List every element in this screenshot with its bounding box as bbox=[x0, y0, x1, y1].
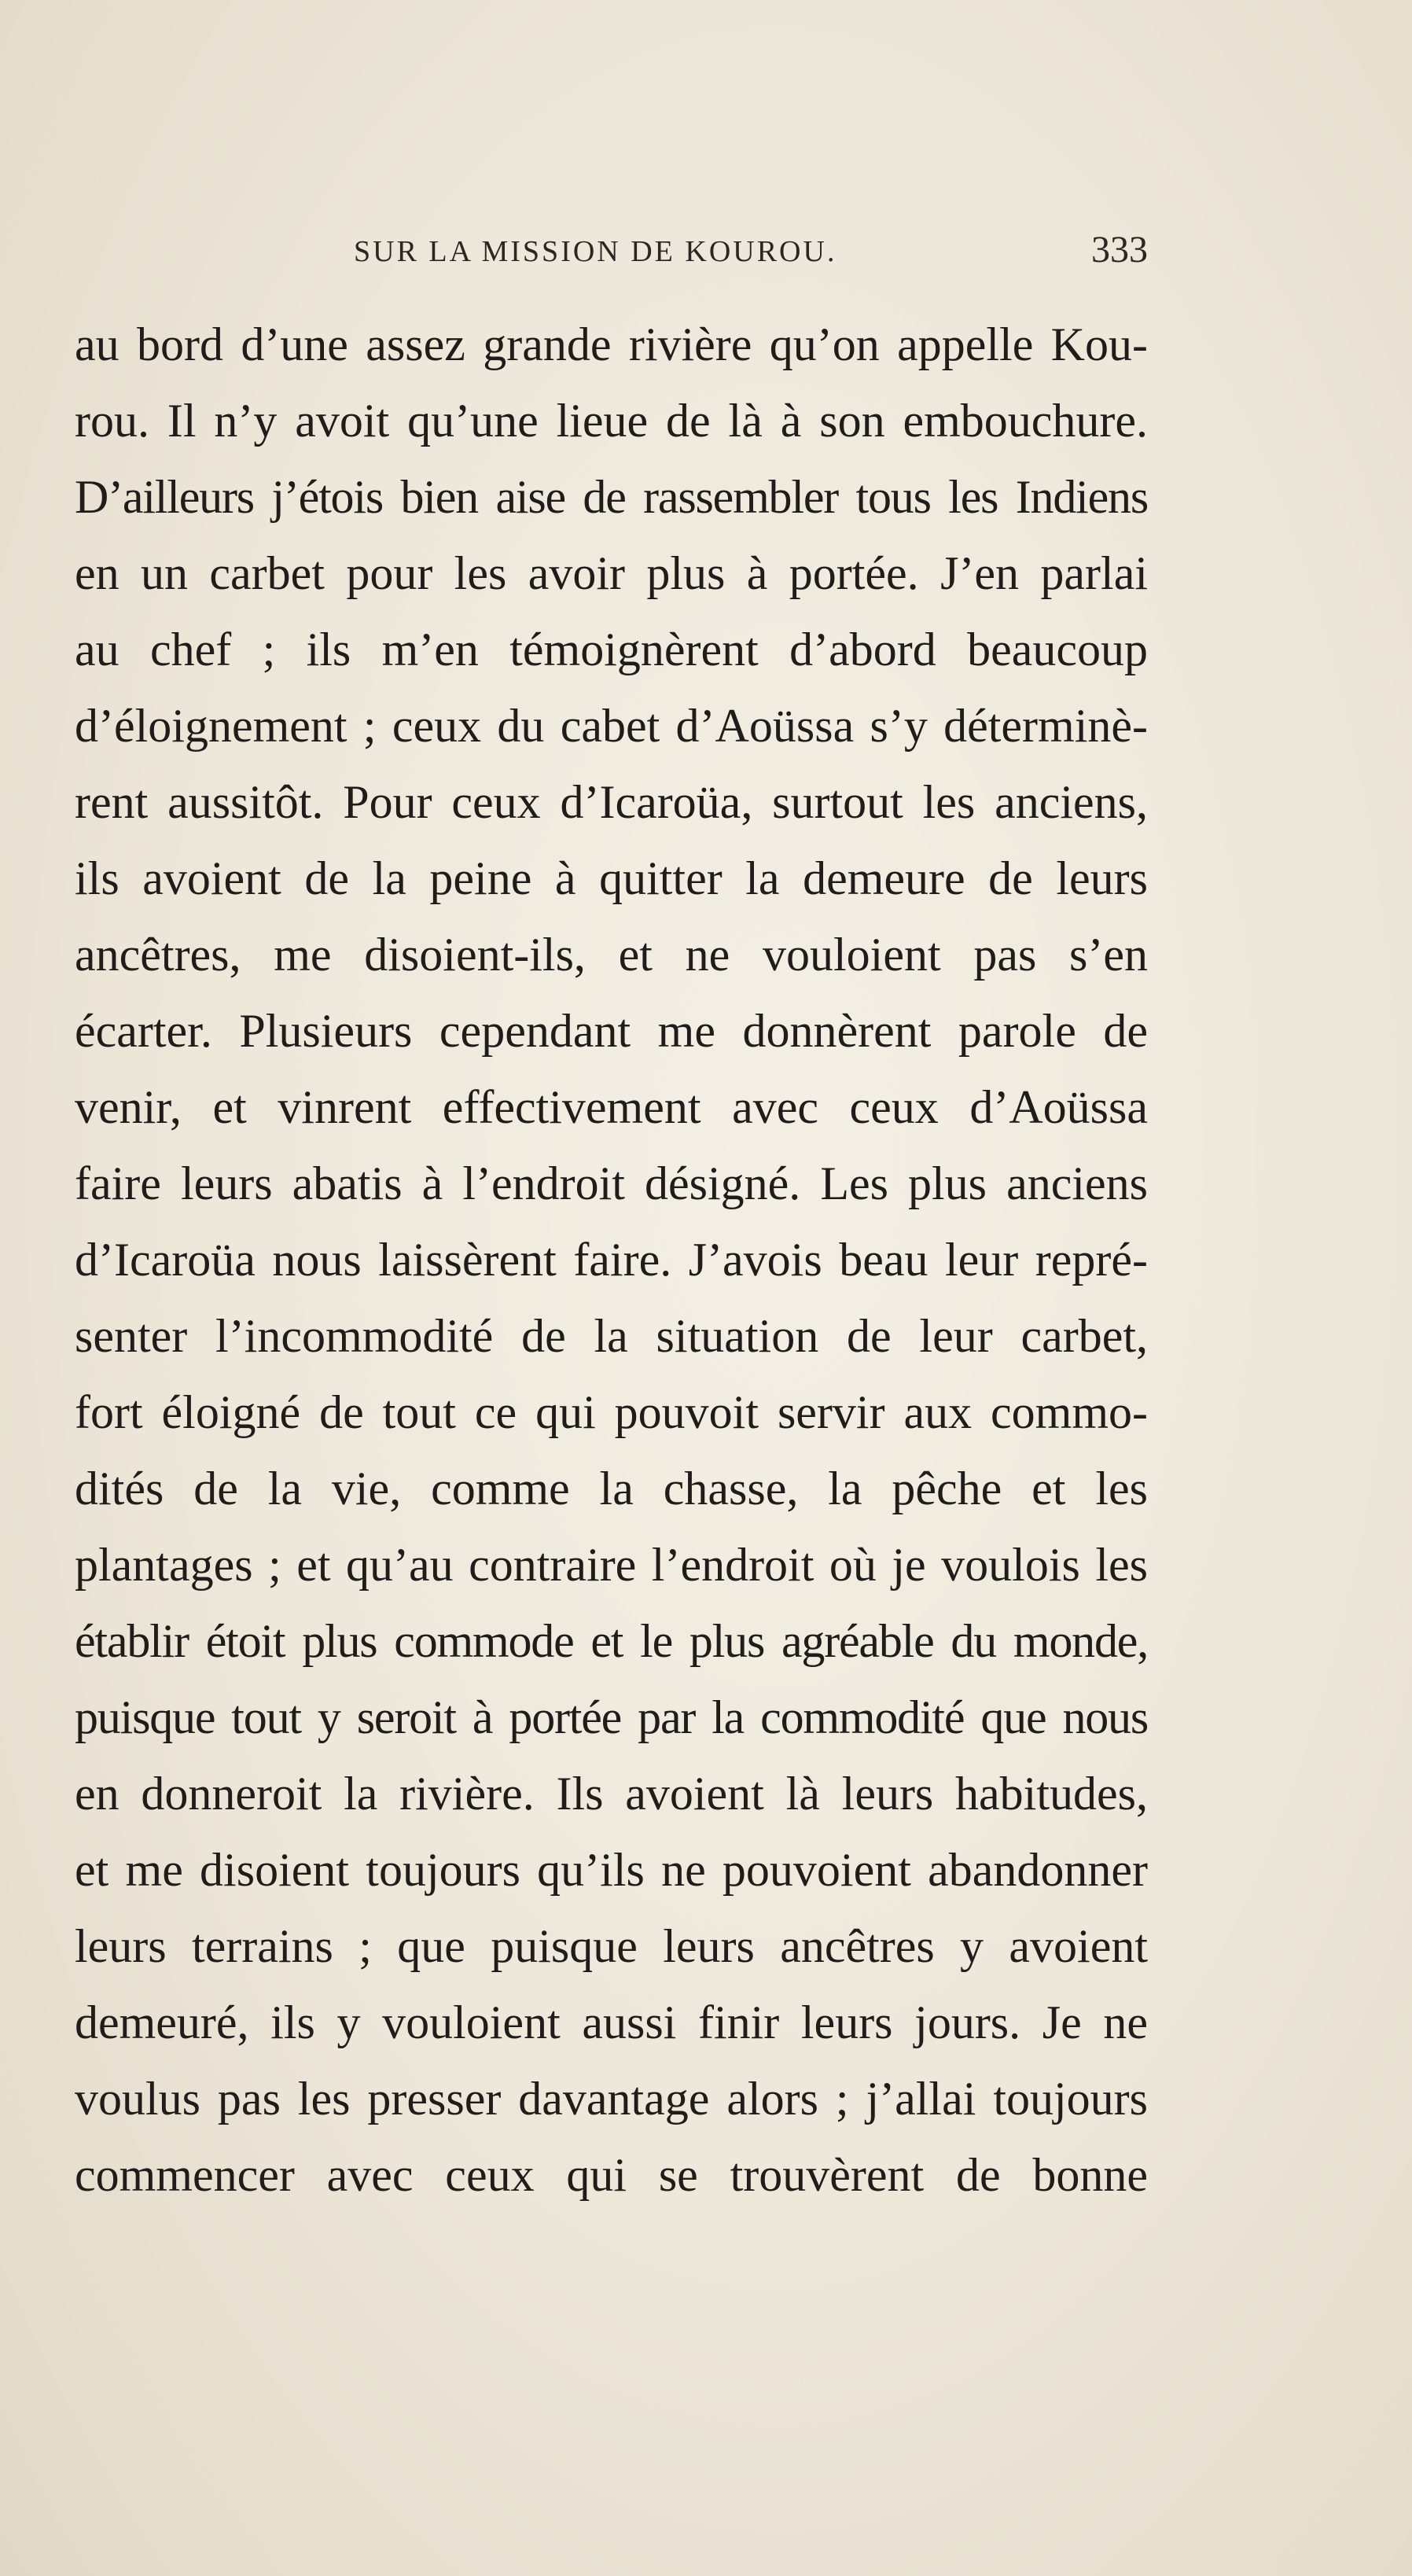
text-line: commencer avec ceux qui se trouvèrent de bonne bbox=[75, 2149, 1148, 2201]
page-number: 333 bbox=[1091, 229, 1148, 270]
text-line: et me disoient toujours qu’ils ne pouvoient abandonner bbox=[75, 1844, 1148, 1896]
text-line: fort éloigné de tout ce qui pouvoit servir aux commo- bbox=[75, 1386, 1148, 1438]
text-line: rou. Il n’y avoit qu’une lieue de là à son embouchure. bbox=[75, 395, 1148, 447]
text-line: D’ailleurs j’étois bien aise de rassembler tous les Indiens bbox=[75, 471, 1148, 523]
text-line: leurs terrains ; que puisque leurs ancêtres y avoient bbox=[75, 1920, 1148, 1972]
text-line: en un carbet pour les avoir plus à portée. J’en parlai bbox=[75, 547, 1148, 599]
text-line: faire leurs abatis à l’endroit désigné. Les plus anciens bbox=[75, 1157, 1148, 1209]
text-line: venir, et vinrent effectivement avec ceux d’Aoüssa bbox=[75, 1081, 1148, 1133]
text-line: écarter. Plusieurs cependant me donnèrent parole de bbox=[75, 1005, 1148, 1057]
text-line: ils avoient de la peine à quitter la demeure de leurs bbox=[75, 852, 1148, 904]
text-line: d’éloignement ; ceux du cabet d’Aoüssa s’y déterminè- bbox=[75, 700, 1148, 752]
text-line: au bord d’une assez grande rivière qu’on appelle Kou- bbox=[75, 318, 1148, 370]
text-line: rent aussitôt. Pour ceux d’Icaroüa, surtout les anciens, bbox=[75, 776, 1148, 828]
running-head: SUR LA MISSION DE KOUROU. bbox=[354, 235, 837, 268]
text-line: voulus pas les presser davantage alors ; j’allai toujours bbox=[75, 2073, 1148, 2125]
text-line: dités de la vie, comme la chasse, la pêche et les bbox=[75, 1463, 1148, 1514]
text-line: senter l’incommodité de la situation de leur carbet, bbox=[75, 1310, 1148, 1362]
text-line: ancêtres, me disoient-ils, et ne vouloient pas s’en bbox=[75, 929, 1148, 981]
text-line: au chef ; ils m’en témoignèrent d’abord beaucoup bbox=[75, 624, 1148, 675]
text-line: plantages ; et qu’au contraire l’endroit où je voulois les bbox=[75, 1539, 1148, 1591]
page-header bbox=[354, 229, 1148, 282]
body-text bbox=[75, 307, 1148, 2214]
text-line: demeuré, ils y vouloient aussi finir leurs jours. Je ne bbox=[75, 1996, 1148, 2048]
text-line: établir étoit plus commode et le plus agréable du monde, bbox=[75, 1615, 1148, 1667]
text-line: en donneroit la rivière. Ils avoient là leurs habitudes, bbox=[75, 1768, 1148, 1820]
text-line: puisque tout y seroit à portée par la commodité que nous bbox=[75, 1691, 1148, 1743]
text-line: d’Icaroüa nous laissèrent faire. J’avois beau leur repré- bbox=[75, 1234, 1148, 1286]
